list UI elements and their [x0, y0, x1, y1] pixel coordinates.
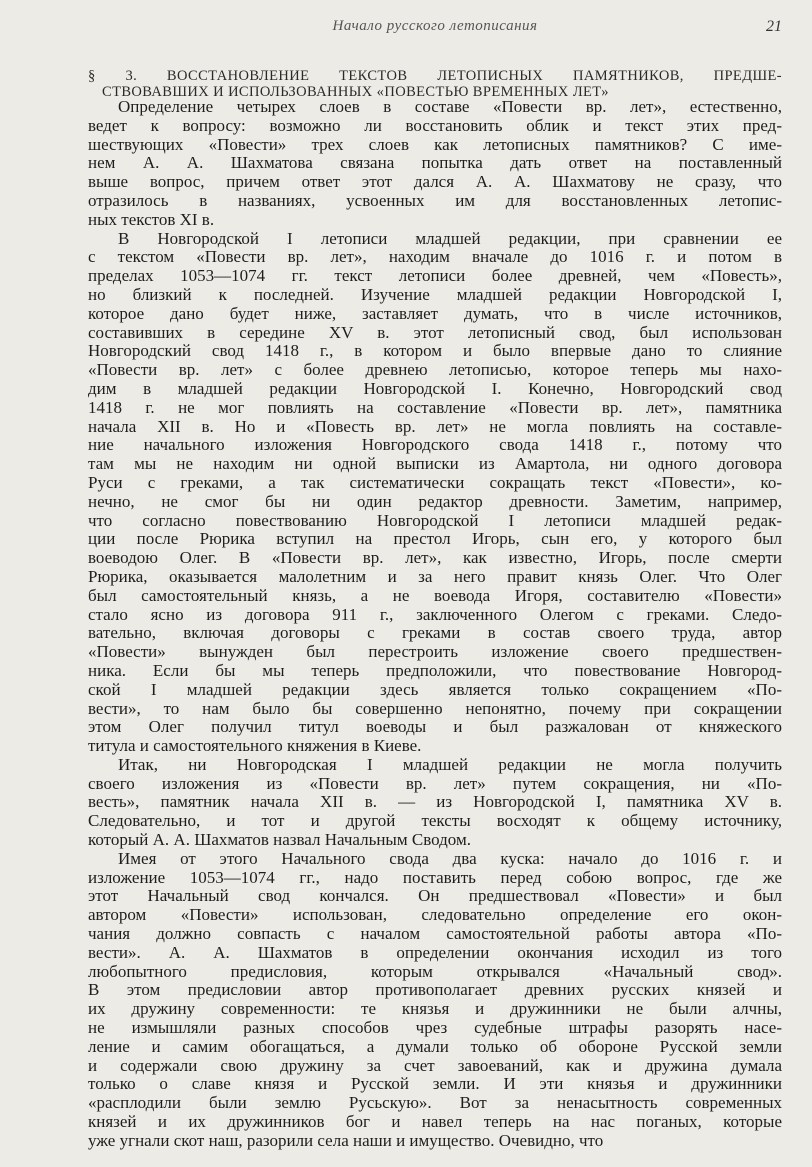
text-line: и содержали свою дружину за счет завоеваний, как и дружина думала — [88, 1056, 782, 1075]
text-line: ника. Если бы мы теперь предположили, что повествование Новгород- — [88, 661, 782, 680]
text-line: ных текстов XI в. — [88, 210, 215, 229]
text-line: князей и их дружинников бог и навел теперь на нас поганых, которые — [88, 1113, 782, 1132]
section-heading-line: § 3. ВОССТАНОВЛЕНИЕ ТЕКСТОВ ЛЕТОПИСНЫХ ПАМЯТНИКОВ, ПРЕДШЕ- — [88, 68, 782, 84]
text-line: «Повести» вынужден был перестроить изложение своего предшествен- — [88, 643, 782, 662]
text-line: нечно, не смог бы ни один редактор древности. Заметим, например, — [88, 492, 782, 511]
text-line: любопытного предисловия, которым открывался «Начальный свод». — [88, 962, 782, 981]
text-line: ской I младшей редакции здесь является только сокращением «По- — [88, 680, 782, 699]
page-number: 21 — [766, 18, 782, 35]
section-heading — [88, 68, 782, 100]
text-line: этом Олег получил титул воеводы и был разжалован от княжеского — [88, 718, 782, 737]
text-line: пределах 1053—1074 гг. текст летописи более древней, чем «Повесть», — [88, 267, 782, 286]
text-line: этот Начальный свод кончался. Он предшествовал «Повести» и был — [88, 887, 782, 906]
paragraph — [88, 850, 782, 1151]
text-line: В Новгородской I летописи младшей редакции, при сравнении ее — [118, 229, 782, 248]
text-line: своего изложения из «Повести вр. лет» путем сокращения, ни «По- — [88, 774, 782, 793]
text-line: уже угнали скот наш, разорили села наши и имущество. Очевидно, что — [88, 1131, 604, 1150]
text-line: только о славе князя и Русской земли. И эти князья и дружинники — [88, 1075, 782, 1094]
text-line: стало ясно из договора 911 г., заключенного Олегом с греками. Следо- — [88, 605, 782, 624]
text-line: Следовательно, и тот и другой тексты восходят к общему источнику, — [88, 812, 782, 831]
text-line: Руси с греками, а так систематически сокращать текст «Повести», ко- — [88, 473, 782, 492]
text-line: был самостоятельный князь, а не воевода Игоря, составителю «Повести» — [88, 586, 782, 605]
text-line: вести», то нам было бы совершенно непонятно, почему при сокращении — [88, 699, 782, 718]
running-title: Начало русского летописания — [332, 18, 538, 34]
text-line: отразилось в названиях, усвоенных им для восстановленных летопис- — [88, 191, 782, 210]
text-line: автором «Повести» использован, следовательно определение его окон- — [88, 906, 782, 925]
text-line: но близкий к последней. Изучение младшей редакции Новгородской I, — [88, 285, 782, 304]
text-line: вести». А. А. Шахматов в определении окончания исходил из того — [88, 943, 782, 962]
text-line: 1418 г. не мог повлиять на составление «Повести вр. лет», памятника — [88, 398, 782, 417]
text-line: Определение четырех слоев в составе «Повести вр. лет», естественно, — [118, 98, 782, 116]
section-heading-line: СТВОВАВШИХ И ИСПОЛЬЗОВАННЫХ «ПОВЕСТЬЮ ВРЕМЕННЫХ ЛЕТ» — [102, 84, 609, 100]
text-line: вательно, включая договоры с греками в состав своего труда, автор — [88, 624, 782, 643]
text-line: выше вопрос, причем ответ этот дался А. А. Шахматову не сразу, что — [88, 173, 782, 192]
text-line: их дружину современности: те князья и дружинники не были алчны, — [88, 1000, 782, 1019]
text-line: «Повести вр. лет» с более древнею летописью, которое теперь мы нахо- — [88, 361, 782, 380]
text-line: с текстом «Повести вр. лет», находим вначале до 1016 г. и потом в — [88, 248, 782, 267]
text-line: воеводою Олег. В «Повести вр. лет», как известно, Игорь, после смерти — [88, 549, 782, 568]
text-line: «расплодили были землю Русьскую». Вот за ненасытность современных — [88, 1094, 782, 1113]
text-line: ведет к вопросу: возможно ли восстановить облик и текст этих пред- — [88, 116, 782, 135]
page-header — [88, 18, 782, 38]
text-line: нем А. А. Шахматова связана попытка дать ответ на поставленный — [88, 154, 782, 173]
text-line: не измышляли разных способов чрез судебные штрафы разорять насе- — [88, 1019, 782, 1038]
text-line: ление и самим обогащаться, а думали только об обороне Русской земли — [88, 1037, 782, 1056]
text-line: там мы не находим ни одной выписки из Амартола, ни одного договора — [88, 455, 782, 474]
text-line: титула и самостоятельного княжения в Киеве. — [88, 737, 422, 756]
text-line: дим в младшей редакции Новгородской I. Конечно, Новгородский свод — [88, 379, 782, 398]
text-line: Рюрика, оказывается малолетним и за него правит князь Олег. Что Олег — [88, 567, 782, 586]
text-line: В этом предисловии автор противополагает древних русских князей и — [88, 981, 782, 1000]
text-line: ции после Рюрика вступил на престол Игорь, сын его, у которого был — [88, 530, 782, 549]
text-line: который А. А. Шахматов назвал Начальным Сводом. — [88, 831, 471, 850]
text-line: что согласно повествованию Новгородской I летописи младшей редак- — [88, 511, 782, 530]
paragraph — [88, 230, 782, 756]
paragraph — [88, 98, 782, 230]
text-line: составивших в середине XV в. этот летописный свод, был использован — [88, 323, 782, 342]
body-text — [88, 98, 782, 1151]
paragraph — [88, 756, 782, 850]
text-line: начала XII в. Но и «Повесть вр. лет» не могла повлиять на составле- — [88, 417, 782, 436]
text-line: Новгородский свод 1418 г., в котором и было впервые дано то слияние — [88, 342, 782, 361]
text-line: Имея от этого Начального свода два куска: начало до 1016 г. и — [118, 849, 782, 868]
text-line: изложение 1053—1074 гг., надо поставить перед собою вопрос, где же — [88, 868, 782, 887]
text-line: которое дано будет ниже, заставляет думать, что в числе источников, — [88, 304, 782, 323]
text-line: чания должно совпасть с началом самостоятельной работы автора «По- — [88, 925, 782, 944]
text-line: Итак, ни Новгородская I младшей редакции не могла получить — [118, 755, 782, 774]
text-line: шествующих «Повести» трех слоев как летописных памятников? С име- — [88, 135, 782, 154]
text-line: весть», памятник начала XII в. — из Новгородской I, памятника XV в. — [88, 793, 782, 812]
text-line: ние начального изложения Новгородского свода 1418 г., потому что — [88, 436, 782, 455]
